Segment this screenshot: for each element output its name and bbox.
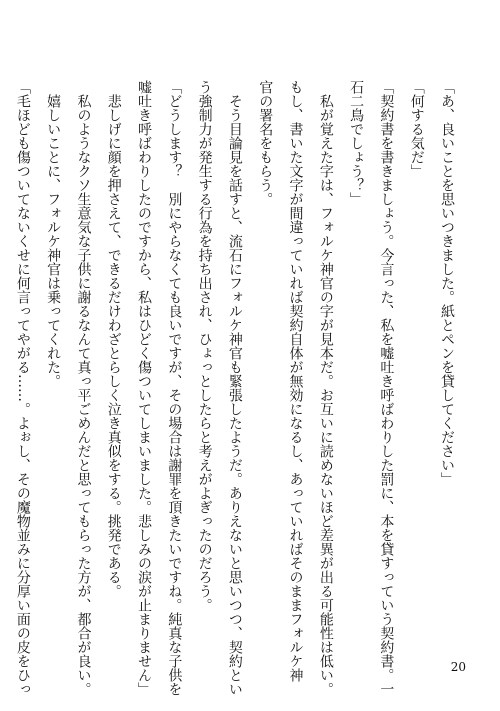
text-line: 官の署名をもらう。 [257, 80, 274, 206]
text-line: 「何する気だ」 [408, 80, 425, 178]
text-line: 私のようなクソ生意気な子供に謝るなんて真っ平ごめんだと思ってもらった方が、都合が良い。 [75, 80, 92, 696]
text-line: そう目論見を話すと、流石にフォルケ神官も緊張したようだ。ありえないと思いつつ、契約とい [226, 80, 243, 696]
text-line: 石二鳥でしょう？」 [348, 80, 365, 206]
text-line: 悲しげに顔を押さえて、できるだけわざとらしく泣き真似をする。挑発である。 [105, 80, 122, 598]
text-line: う強制力が発生する行為を持ち出され、ひょっとしたらと考えがよぎったのだろう。 [196, 80, 213, 612]
text-line: 「あ、良いことを思いつきました。紙とペンを貸してください」 [439, 80, 455, 486]
text-line: 嬉しいことに、フォルケ神官は乗ってくれた。 [45, 80, 62, 388]
page-number: 20 [450, 660, 466, 674]
text-line: 「契約書を書きましょう。今言った、私を嘘吐き呼ばわりした罰に、本を貸すっていう契約書。一 [378, 80, 395, 696]
text-line: 嘘吐き呼ばわりしたのですから、私はひどく傷ついてしまいました。悲しみの涙が止まりません」 [136, 80, 153, 696]
text-line: 「毛ほども傷ついてないくせに何言ってやがる……。よぉし、その魔物並みに分厚い面の皮をひっ [14, 80, 31, 696]
text-line [0, 80, 8, 640]
text-line: もし、書いた文字が間違っていれば契約自体が無効になるし、あっていればそのままフォルケ神 [287, 80, 304, 682]
text-line: 「どうします？ 別にやらなくても良いですが、その場合は謝罪を頂きたいですね。純真な子供を [166, 80, 183, 696]
text-line: 私が覚えた字は、フォルケ神官の字が見本だ。お互いに読めないほど差異が出る可能性は低い。 [317, 80, 334, 696]
